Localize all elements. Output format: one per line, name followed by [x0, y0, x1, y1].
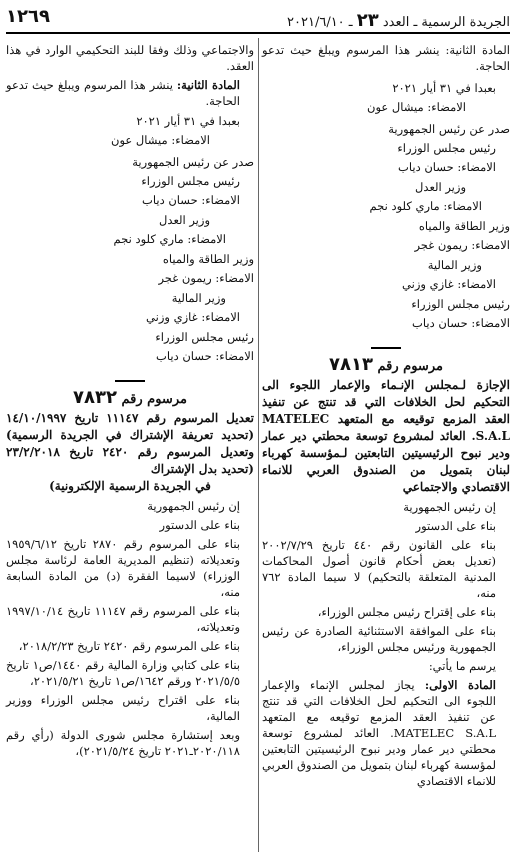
- issued-by: صدر عن رئيس الجمهورية: [388, 122, 510, 136]
- decree-heading-left: [6, 387, 254, 408]
- decree-subject-left: تعديل المرسوم رقم ١١١٤٧ تاريخ ١٤/١٠/١٩٩٧ (تحديد تعريفة الإشتراك في الجريدة الرسمية) وتعديل المرسوم رقم ٢٤٢٠ تاريخ ٢٣/٢/٢٠١٨ (تحديد بدل الإشتراك: [6, 411, 255, 476]
- clause-4: بناء على كتابي وزارة المالية رقم ١٤٤٠/ص١ تاريخ ٢٠٢١/٥/٥ ورقم ١٦٤٢/ص١ تاريخ ٢٠٢١/٥/٢١،: [6, 658, 240, 688]
- pm-signature-left: الامضاء: حسان دياب: [142, 193, 240, 207]
- pm-signature-2: الامضاء: حسان دياب: [412, 316, 510, 330]
- page-number: ١٢٦٩: [6, 6, 50, 27]
- law-clause: بناء على القانون رقم ٤٤٠ تاريخ ٢٠٠٢/٧/٢٩ (تعديل بعض أحكام قانون أصول المحاكمات المدنية المتعلقة بالتحكيم) لا سيما المادة ٧٦٢ منه،: [262, 538, 496, 600]
- decree-subject: الإجازة لـمجلس الإنـماء والإعمار اللجوء الى التحكيم لحل الخلافات التي قد تنتج عن تنفيذ العقد المزمع توقيعه مع المتعهد MATELEC S.A.L. العائد لمشروع توسعة محطتي دير عمار ودير نبوح الرئيسيتين التابعتين لـمؤسسة كهرباء لبنان بتمويل من الصندوق العربي للانماء الاقتصادي والاجتماعي: [262, 378, 510, 494]
- president-signature-left: الامضاء: ميشال عون: [111, 133, 210, 147]
- decree-label-left: مرسوم رقم: [121, 392, 187, 407]
- decrees-line: يرسم ما يأتي:: [428, 659, 496, 673]
- pm-signature: الامضاء: حسان دياب: [398, 160, 496, 174]
- right-column: [262, 42, 510, 792]
- constitution-line: بناء على الدستور: [415, 519, 496, 533]
- article-two: المادة الثانية: ينشر هذا المرسوم ويبلغ حيث تدعو الحاجة.: [262, 43, 510, 73]
- left-column: [6, 42, 254, 762]
- column-divider: [258, 38, 259, 852]
- gazette-name: الجريدة الرسمية ـ العدد: [382, 15, 510, 30]
- constitution-line-left: بناء على الدستور: [159, 518, 240, 532]
- article-one: [262, 677, 510, 789]
- issue-number: ٢٣: [356, 10, 379, 31]
- energy-minister-title-left: وزير الطاقة والمياه: [162, 252, 254, 266]
- clause-2: بناء على المرسوم رقم ١١١٤٧ تاريخ ١٩٩٧/١٠/١٤ وتعديلاته،: [6, 604, 240, 634]
- separator-left: [6, 370, 254, 386]
- article-two-text: ينشر هذا المرسوم ويبلغ حيث تدعو الحاجة.: [6, 78, 240, 108]
- article-two-label: المادة الثانية:: [176, 78, 240, 92]
- page-header: [6, 6, 510, 34]
- justice-minister-signature: الامضاء: ماري كلود نجم: [369, 199, 482, 213]
- finance-minister-signature-left: الامضاء: غازي وزني: [146, 310, 240, 324]
- clause-5: بناء على اقتراح رئيس مجلس الوزراء ووزير المالية،: [6, 693, 240, 723]
- article-two-left: [6, 77, 254, 109]
- energy-minister-title: وزير الطاقة والمياه: [418, 219, 510, 233]
- issued-by-left: صدر عن رئيس الجمهورية: [132, 155, 254, 169]
- energy-minister-signature: الامضاء: ريمون غجر: [414, 238, 510, 252]
- finance-minister-title-left: وزير المالية: [171, 291, 226, 305]
- article-one-label: المادة الاولى:: [424, 678, 496, 692]
- article-one-text: يجاز لمجلس الإنماء والإعمار اللجوء الى التحكيم لحل الخلافات التي قد تنتج عن تنفيذ العقد المزمع توقيعه مع المتعهد MATELEC S.A.L. العائد لمشروع توسعة محطتي دير عمار ودير نبوح الرئيسيتين التابعتين لمؤسسة كهرباء لبنان بتمويل من الصندوق العربي للانماء الاقتصادي: [262, 678, 496, 788]
- decree-number-left: ٧٨٣٢: [73, 387, 117, 408]
- justice-minister-title-left: وزير العدل: [159, 213, 210, 227]
- justice-minister-signature-left: الامضاء: ماري كلود نجم: [113, 232, 226, 246]
- finance-minister-title: وزير المالية: [427, 258, 482, 272]
- decree-number: ٧٨١٣: [329, 354, 373, 375]
- issue-date: ـ ٢٠٢١/٦/١٠: [287, 15, 353, 30]
- president-line: إن رئيس الجمهورية: [403, 500, 496, 514]
- running-title: [287, 10, 510, 31]
- pm-title: رئيس مجلس الوزراء: [397, 141, 496, 155]
- pm-title-2-left: رئيس مجلس الوزراء: [155, 330, 254, 344]
- pm-signature-2-left: الامضاء: حسان دياب: [156, 349, 254, 363]
- decree-subject-left-end: في الجريدة الرسمية الإلكترونية): [49, 479, 211, 493]
- approval-clause: بناء على الموافقة الاستثنائية الصادرة عن رئيس الجمهورية ورئيس مجلس الوزراء،: [262, 624, 496, 654]
- clause-6: وبعد إستشارة مجلس شورى الدولة (رأي رقم ٢٠٢٠/١١٨ـ٢٠٢١ تاريخ ٢٠٢١/٥/٢٤)،: [6, 728, 240, 758]
- decree-heading: [262, 354, 510, 375]
- clause-3: بناء على المرسوم رقم ٢٤٢٠ تاريخ ٢٠١٨/٢/٢٣،: [18, 639, 240, 653]
- energy-minister-signature-left: الامضاء: ريمون غجر: [158, 271, 254, 285]
- president-line-left: إن رئيس الجمهورية: [147, 499, 240, 513]
- separator: [262, 337, 510, 353]
- finance-minister-signature: الامضاء: غازي وزني: [402, 277, 496, 291]
- pm-title-2: رئيس مجلس الوزراء: [411, 297, 510, 311]
- date-line-left: بعبدا في ٣١ أيار ٢٠٢١: [136, 114, 240, 128]
- pm-title-left: رئيس مجلس الوزراء: [141, 174, 240, 188]
- continued-text: والاجتماعي وذلك وفقا للبند التحكيمي الوارد في هذا العقد.: [6, 43, 254, 73]
- clause-1: بناء على المرسوم رقم ٢٨٧٠ تاريخ ١٩٥٩/٦/١٢ وتعديلاته (تنظيم المديرية العامة لرئاسة مجلس الوزراء) لاسيما الفقرة (د) من المادة السابعة منه،: [6, 537, 240, 599]
- decree-label: مرسوم رقم: [377, 359, 443, 374]
- proposal-clause: بناء على إقتراح رئيس مجلس الوزراء،: [317, 605, 496, 619]
- president-signature: الامضاء: ميشال عون: [367, 100, 466, 114]
- justice-minister-title: وزير العدل: [415, 180, 466, 194]
- date-line: بعبدا في ٣١ أيار ٢٠٢١: [392, 81, 496, 95]
